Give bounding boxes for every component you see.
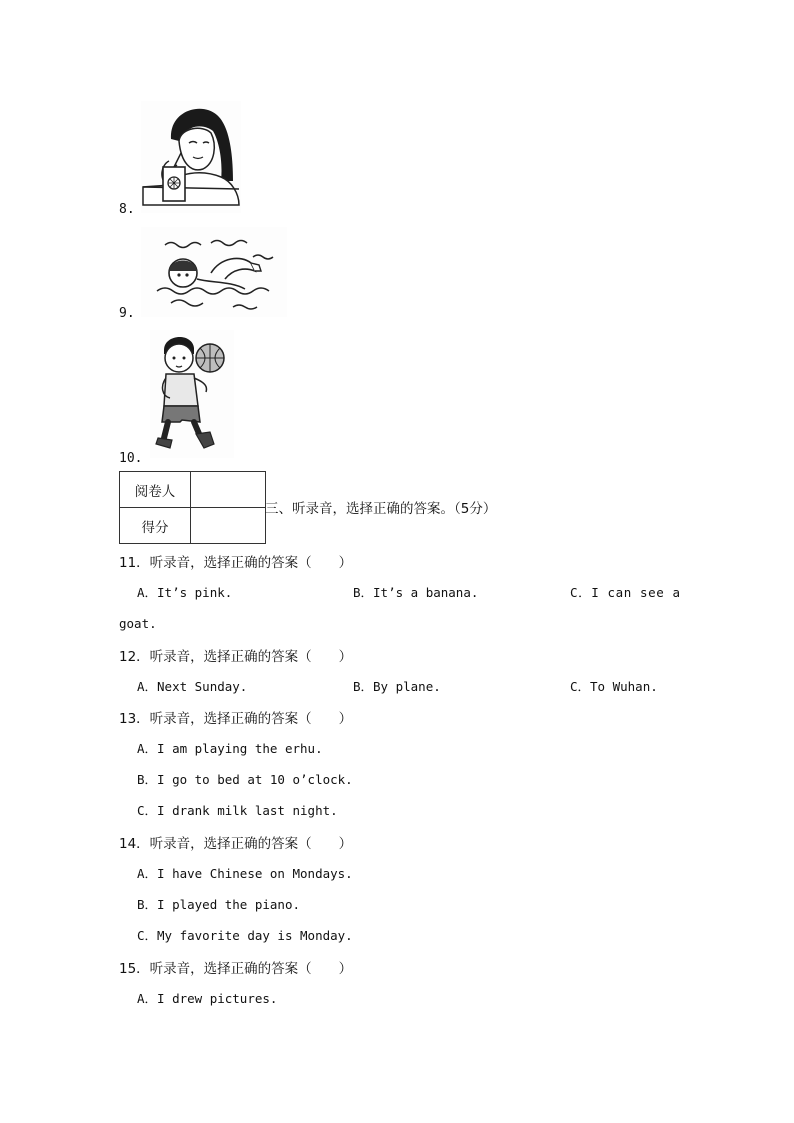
- option-14-b[interactable]: B．I played the piano.: [137, 897, 301, 912]
- question-number-8: 8.: [119, 202, 135, 217]
- question-prompt-13: 13．听录音，选择正确的答案（ ）: [119, 711, 353, 727]
- girl-drinking-juice-icon: [141, 101, 241, 213]
- score-label: 得分: [120, 508, 191, 544]
- question-prompt-15: 15．听录音，选择正确的答案（ ）: [119, 961, 353, 977]
- option-15-a[interactable]: A．I drew pictures.: [137, 991, 278, 1006]
- option-11-b[interactable]: B．It’s a banana.: [353, 585, 479, 600]
- section-title: 三、听录音，选择正确的答案。（5分）: [265, 501, 497, 517]
- option-14-c[interactable]: C．My favorite day is Monday.: [137, 928, 353, 943]
- score-cell[interactable]: [191, 508, 266, 544]
- option-12-c[interactable]: C．To Wuhan.: [570, 679, 658, 694]
- question-prompt-12: 12．听录音，选择正确的答案（ ）: [119, 649, 353, 665]
- question-number-9: 9.: [119, 306, 135, 321]
- option-13-b[interactable]: B．I go to bed at 10 o’clock.: [137, 772, 353, 787]
- option-13-a[interactable]: A．I am playing the erhu.: [137, 741, 323, 756]
- option-12-a[interactable]: A．Next Sunday.: [137, 679, 248, 694]
- option-12-b[interactable]: B．By plane.: [353, 679, 441, 694]
- child-swimming-icon: [141, 227, 287, 317]
- question-prompt-14: 14．听录音，选择正确的答案（ ）: [119, 836, 353, 852]
- question-prompt-11: 11．听录音，选择正确的答案（ ）: [119, 555, 353, 571]
- boy-playing-basketball-icon: [150, 330, 234, 458]
- option-11-c-wrap: goat.: [119, 616, 157, 631]
- option-11-c[interactable]: C．I can see a: [570, 585, 681, 600]
- score-table: [119, 471, 266, 544]
- question-number-10: 10.: [119, 451, 143, 466]
- option-11-a[interactable]: A．It’s pink.: [137, 585, 233, 600]
- option-13-c[interactable]: C．I drank milk last night.: [137, 803, 338, 818]
- reviewer-cell[interactable]: [191, 472, 266, 508]
- option-14-a[interactable]: A．I have Chinese on Mondays.: [137, 866, 353, 881]
- reviewer-label: 阅卷人: [120, 472, 191, 508]
